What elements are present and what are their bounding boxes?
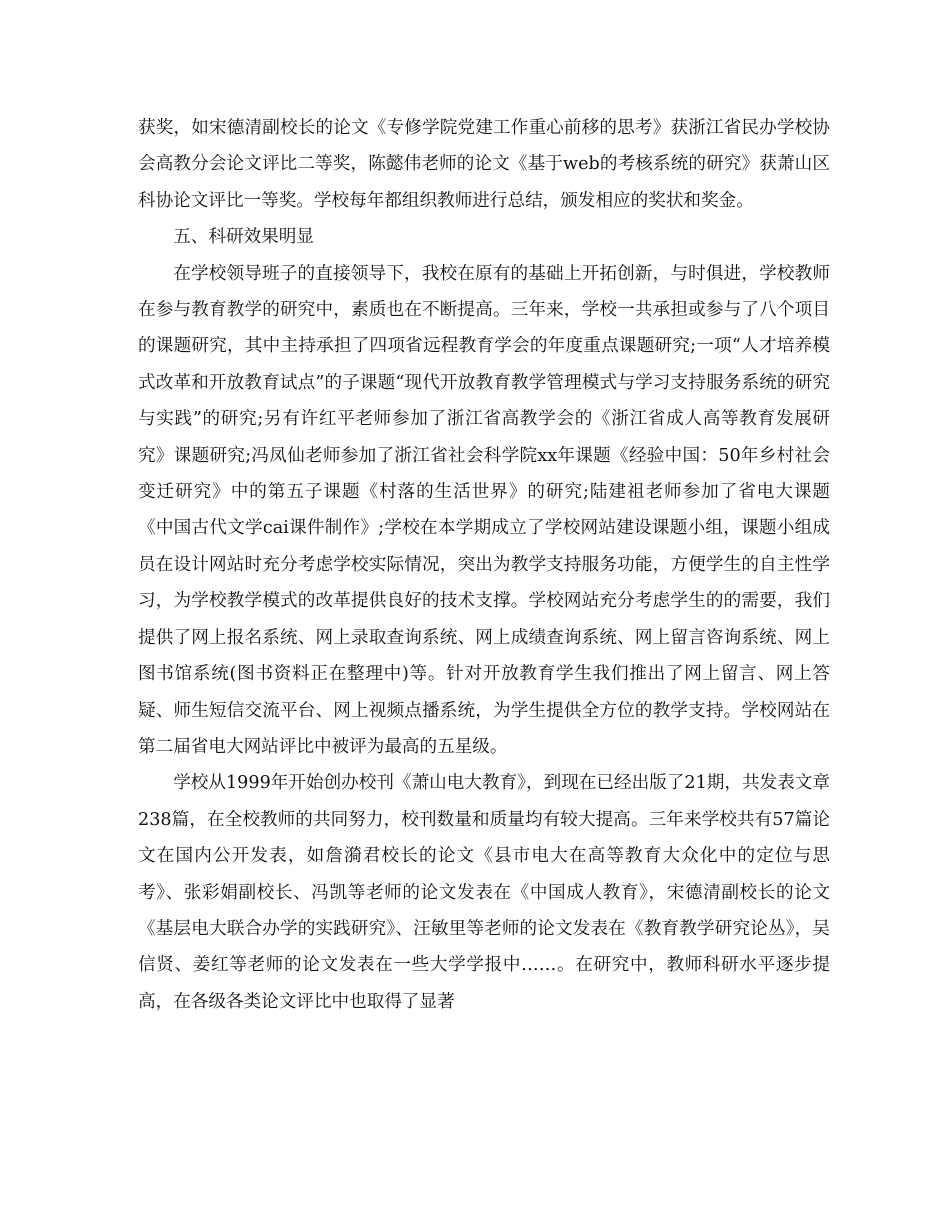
paragraph-school-journal: 学校从1999年开始创办校刊《萧山电大教育》，到现在已经出版了21期，共发表文章238篇，在全校教师的共同努力，校刊数量和质量均有较大提高。三年来学校共有57篇论文在国内公开发表，如詹漪君校长的论文《县市电大在高等教育大众化中的定位与思考》、张彩娟副校长、冯凯等老师的论文发表在《中国成人教育》，宋德清副校长的论文《基层电大联合办学的实践研究》、汪敏里等老师的论文发表在《教育教学研究论丛》，吴信贤、姜红等老师的论文发表在一些大学学报中……。在研究中，教师科研水平逐步提高，在各级各类论文评比中也取得了显著 bbox=[138, 773, 830, 1012]
paragraph-research-projects: 在学校领导班子的直接领导下，我校在原有的基础上开拓创新，与时俱进，学校教师在参与教育教学的研究中，素质也在不断提高。三年来，学校一共承担或参与了八个项目的课题研究，其中主持承担了四项省远程教育学会的年度重点课题研究;一项“人才培养模式改革和开放教育试点”的子课题“现代开放教育教学管理模式与学习支持服务系统的研究与实践”的研究;另有许红平老师参加了浙江省高教学会的《浙江省成人高等教育发展研究》课题研究;冯凤仙老师参加了浙江省社会科学院xx年课题《经验中国：50年乡村社会变迁研究》中的第五子课题《村落的生活世界》的研究;陆建祖老师参加了省电大课题《中国古代文学cai课件制作》;学校在本学期成立了学校网站建设课题小组，课题小组成员在设计网站时充分考虑学校实际情况，突出为教学支持服务功能，方便学生的自主性学习，为学校教学模式的改革提供良好的技术支撑。学校网站充分考虑学生的的需要，我们提供了网上报名系统、网上录取查询系统、网上成绩查询系统、网上留言咨询系统、网上图书馆系统(图书资料正在整理中)等。针对开放教育学生我们推出了网上留言、网上答疑、师生短信交流平台、网上视频点播系统，为学生提供全方位的教学支持。学校网站在第二届省电大网站评比中被评为最高的五星级。 bbox=[138, 263, 830, 757]
section-heading-research-results: 五、科研效果明显 bbox=[173, 227, 314, 248]
document-body bbox=[138, 110, 830, 1020]
paragraph-award-continuation: 获奖，如宋德清副校长的论文《专修学院党建工作重心前移的思考》获浙江省民办学校协会高教分会论文评比二等奖，陈懿伟老师的论文《基于web的考核系统的研究》获萧山区科协论文评比一等奖。学校每年都组织教师进行总结，颁发相应的奖状和奖金。 bbox=[138, 118, 830, 211]
